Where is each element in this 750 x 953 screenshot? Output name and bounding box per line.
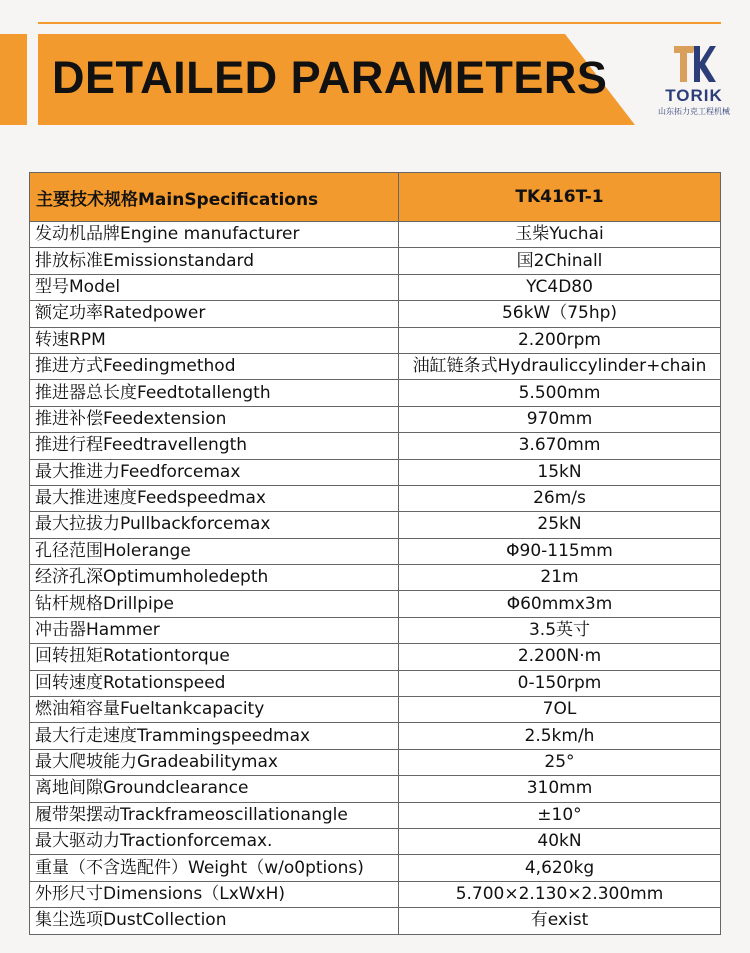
table-row bbox=[30, 670, 721, 696]
spec-label: 最大推进速度Feedspeedmax bbox=[30, 485, 399, 511]
table-row bbox=[30, 485, 721, 511]
spec-value: 25kN bbox=[399, 512, 721, 538]
spec-label: 推进器总长度Feedtotallength bbox=[30, 380, 399, 406]
spec-label: 推进行程Feedtravellength bbox=[30, 433, 399, 459]
specifications-table bbox=[29, 172, 721, 935]
spec-label: 孔径范围Holerange bbox=[30, 538, 399, 564]
spec-label: 经济孔深Optimumholedepth bbox=[30, 565, 399, 591]
table-row bbox=[30, 881, 721, 907]
table-row bbox=[30, 802, 721, 828]
spec-value: 7OL bbox=[399, 697, 721, 723]
spec-label: 最大拉拔力Pullbackforcemax bbox=[30, 512, 399, 538]
left-accent-tab bbox=[0, 34, 27, 125]
spec-value: 56kW（75hp) bbox=[399, 301, 721, 327]
spec-label: 发动机品牌Engine manufacturer bbox=[30, 222, 399, 248]
spec-value: 40kN bbox=[399, 828, 721, 854]
spec-value: 2.200rpm bbox=[399, 327, 721, 353]
spec-value: 2.200N·m bbox=[399, 644, 721, 670]
spec-label: 钻杆规格Drillpipe bbox=[30, 591, 399, 617]
table-row bbox=[30, 433, 721, 459]
spec-value: 4,620kg bbox=[399, 855, 721, 881]
spec-label: 燃油箱容量Fueltankcapacity bbox=[30, 697, 399, 723]
spec-label: 履带架摆动Trackframeoscillationangle bbox=[30, 802, 399, 828]
table-row bbox=[30, 353, 721, 379]
spec-label: 回转扭矩Rotationtorque bbox=[30, 644, 399, 670]
spec-value: 310mm bbox=[399, 776, 721, 802]
table-row bbox=[30, 406, 721, 432]
table-row bbox=[30, 749, 721, 775]
spec-label: 额定功率Ratedpower bbox=[30, 301, 399, 327]
spec-label: 排放标准Emissionstandard bbox=[30, 248, 399, 274]
spec-label: 最大行走速度Trammingspeedmax bbox=[30, 723, 399, 749]
spec-label: 推进方式Feedingmethod bbox=[30, 353, 399, 379]
spec-value: 2.5km/h bbox=[399, 723, 721, 749]
spec-value: 15kN bbox=[399, 459, 721, 485]
spec-value: Φ60mmx3m bbox=[399, 591, 721, 617]
spec-label: 回转速度Rotationspeed bbox=[30, 670, 399, 696]
table-row bbox=[30, 380, 721, 406]
table-row bbox=[30, 459, 721, 485]
spec-label: 推进补偿Feedextension bbox=[30, 406, 399, 432]
header-label-cell: 主要技术规格MainSpecifications bbox=[30, 173, 399, 222]
spec-value: 3.670mm bbox=[399, 433, 721, 459]
spec-value: 5.700×2.130×2.300mm bbox=[399, 881, 721, 907]
brand-logo bbox=[650, 44, 738, 124]
spec-label: 集尘选项DustCollection bbox=[30, 908, 399, 934]
table-row bbox=[30, 248, 721, 274]
spec-value: 5.500mm bbox=[399, 380, 721, 406]
page-title: DETAILED PARAMETERS bbox=[52, 52, 608, 103]
table-row bbox=[30, 723, 721, 749]
torik-logo-icon bbox=[672, 44, 716, 84]
table-row bbox=[30, 908, 721, 934]
table-row bbox=[30, 828, 721, 854]
table-row bbox=[30, 538, 721, 564]
spec-value: 玉柴Yuchai bbox=[399, 222, 721, 248]
table-row bbox=[30, 697, 721, 723]
spec-label: 转速RPM bbox=[30, 327, 399, 353]
spec-label: 型号Model bbox=[30, 274, 399, 300]
table-row bbox=[30, 327, 721, 353]
table-row bbox=[30, 222, 721, 248]
table-header-row bbox=[30, 173, 721, 222]
spec-label: 冲击器Hammer bbox=[30, 617, 399, 643]
spec-value: YC4D80 bbox=[399, 274, 721, 300]
brand-subtitle: 山东拓力克工程机械 bbox=[658, 107, 730, 116]
spec-label: 重量（不含选配件）Weight（w/o0ptions) bbox=[30, 855, 399, 881]
table-row bbox=[30, 855, 721, 881]
table-body bbox=[30, 222, 721, 935]
spec-value: ±10° bbox=[399, 802, 721, 828]
spec-value: 25° bbox=[399, 749, 721, 775]
spec-value: 有exist bbox=[399, 908, 721, 934]
table-row bbox=[30, 776, 721, 802]
spec-value: 26m/s bbox=[399, 485, 721, 511]
table-row bbox=[30, 512, 721, 538]
spec-value: 970mm bbox=[399, 406, 721, 432]
spec-label: 最大爬坡能力Gradeabilitymax bbox=[30, 749, 399, 775]
table-row bbox=[30, 644, 721, 670]
spec-value: Φ90-115mm bbox=[399, 538, 721, 564]
spec-value: 3.5英寸 bbox=[399, 617, 721, 643]
brand-name: TORIK bbox=[665, 86, 723, 105]
table-row bbox=[30, 274, 721, 300]
spec-label: 最大推进力Feedforcemax bbox=[30, 459, 399, 485]
spec-label: 最大驱动力Tractionforcemax. bbox=[30, 828, 399, 854]
table-row bbox=[30, 617, 721, 643]
top-divider bbox=[38, 22, 721, 24]
spec-label: 离地间隙Groundclearance bbox=[30, 776, 399, 802]
table-row bbox=[30, 591, 721, 617]
header-model-cell: TK416T-1 bbox=[399, 173, 721, 222]
spec-value: 21m bbox=[399, 565, 721, 591]
spec-value: 0-150rpm bbox=[399, 670, 721, 696]
spec-value: 油缸链条式Hydrauliccylinder+chain bbox=[399, 353, 721, 379]
spec-value: 国2Chinall bbox=[399, 248, 721, 274]
spec-label: 外形尺寸Dimensions（LxWxH) bbox=[30, 881, 399, 907]
table-row bbox=[30, 565, 721, 591]
table-row bbox=[30, 301, 721, 327]
